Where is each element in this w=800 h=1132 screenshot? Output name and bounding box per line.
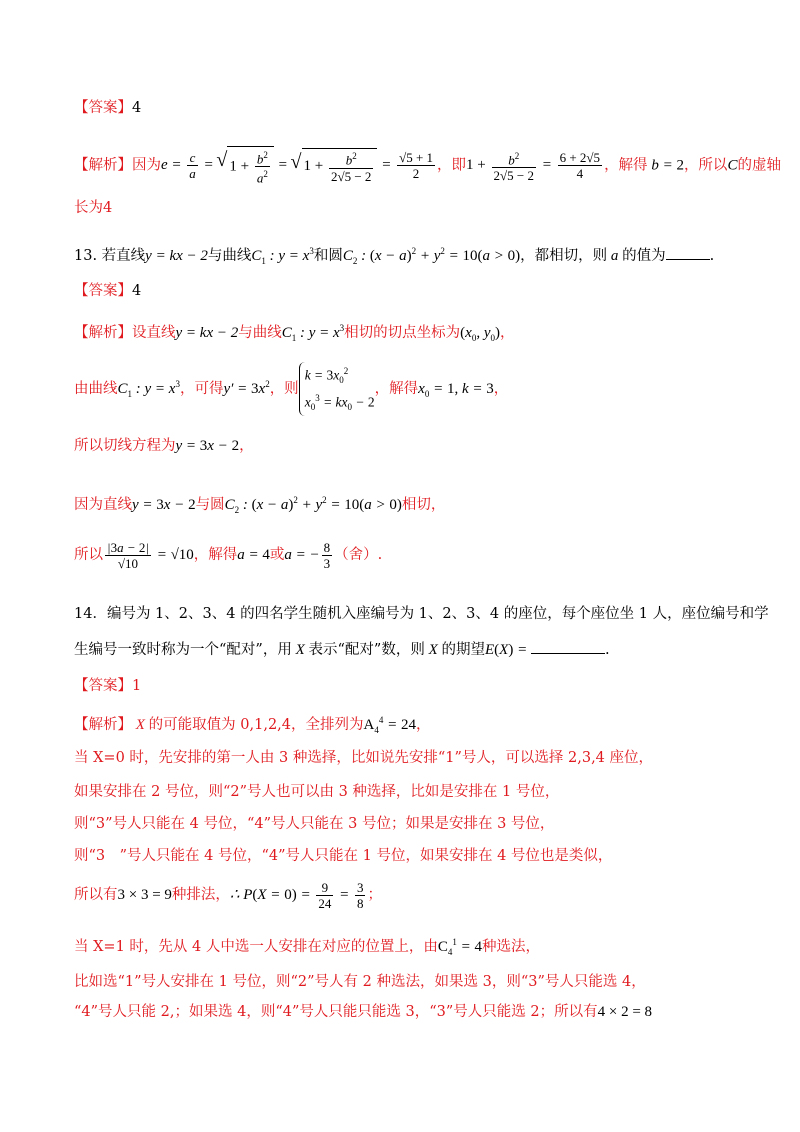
answer-value: 1	[132, 678, 142, 694]
text: 14．编号为 1、2、3、4 的四名学生随机入座编号为 1、2、3、4 的座位，每个座位坐 1 人，座位编号和学	[74, 606, 769, 622]
text: 比如选“1”号人安排在 1 号位，则“2”号人有 2 种选法，如果选 3，则“3”号人只能选 4，	[74, 974, 646, 990]
text: 若直线	[101, 248, 146, 264]
text: 种排法，	[171, 887, 230, 903]
text: 与曲线	[238, 325, 282, 341]
solution-14-line-1: 【解析】 X 的可能取值为 0,1,2,4，全排列为$A_4^4 = 24$，	[74, 715, 431, 735]
text: 种选法，	[482, 939, 540, 955]
text: 如果安排在 2 号位，则“2”号人也可以由 3 种选择，比如是安排在 1 号位，	[74, 784, 560, 800]
solution-13-line-1: 【解析】设直线y = kx − 2与曲线$C_1$ : $y = x^3$相切的切点坐标为($x_0$, $y_0$)，	[74, 323, 515, 343]
text: ，则	[269, 381, 299, 398]
text: 相切，	[401, 497, 446, 513]
text: 的可能取值为 0,1,2,4，全排列为	[148, 717, 364, 733]
answer-tag: 【答案】	[74, 283, 132, 299]
text: 则“3 ”号人只能在 4 号位，“4”号人只能在 1 号位，如果安排在 4 号位也是类似，	[74, 848, 613, 864]
solution-14-line-6: 所以有3 × 3 = 9种排法，∴ P(X = 0) = $\frac{9}{24}$ = $\frac{3}{8}$ ；	[74, 880, 382, 912]
answer-tag: 【答案】	[74, 100, 132, 116]
text: 所以有	[74, 887, 118, 903]
text: ，	[493, 381, 509, 398]
solution-13-line-4: 因为直线y = 3x − 2与圆$C_2$ : $(x - a)^2 + y^2 = 10(a > 0)$相切，	[74, 495, 446, 515]
text: ，即	[437, 157, 467, 174]
answer-blank	[531, 653, 605, 654]
formula-equation: 1 + $\frac{b^2}{2√5 - 2}$ = $\frac{6 + 2√5}{4}$	[466, 150, 601, 183]
text: .	[604, 642, 610, 658]
text: 设直线	[132, 325, 176, 341]
solution-14-line-9: “4”号人只能 2,；如果选 4，则“4”号人只能只能选 3，“3”号人只能选 2；所以有4 × 2 = 8	[74, 1004, 653, 1020]
question-13: 13. 若直线y = kx − 2与曲线$C_1$ : $y = x^3$和圆$C_2$ : $(x - a)^2 + y^2 = 10(a > 0)$，都相切，则 a 的值为 .	[74, 246, 715, 266]
text: 与圆	[195, 497, 225, 513]
answer-value: 4	[132, 283, 142, 299]
solution-12-line-1	[74, 146, 781, 186]
formula-curve: $C_1$ : $y = x^3$	[251, 246, 314, 266]
text: 的虚轴	[737, 157, 781, 174]
solution-tag: 【解析】	[74, 157, 132, 174]
equation-system: $k = 3x_0^2$ $x_0^3 = kx_0 - 2$	[299, 362, 375, 416]
solution-13-line-5: 所以 $\frac{|3a - 2|}{√10}$ = √10，解得a = 4或a = − $\frac{8}{3}$ （舍）.	[74, 540, 383, 572]
solution-12-line-2	[74, 198, 112, 218]
formula-c: C	[727, 157, 738, 174]
text: “4”号人只能 2,；如果选 4，则“4”号人只能只能选 3，“3”号人只能选 2；所以有	[74, 1004, 598, 1020]
text: 则“3”号人只能在 4 号位，“4”号人只能在 3 号位；如果是安排在 3 号位，	[74, 816, 555, 832]
text: 因为	[132, 157, 161, 174]
solution-14-line-4	[74, 814, 554, 834]
text: 长为4	[74, 200, 113, 216]
text: ，	[239, 438, 254, 454]
text: 生编号一致时称为一个“配对”，用	[74, 642, 292, 658]
text: 与曲线	[207, 248, 252, 264]
solution-14-line-7: 当 X=1 时，先从 4 人中选一人安排在对应的位置上，由$C_4^1 = 4$种选法，	[74, 937, 540, 957]
question-number: 13.	[74, 248, 98, 264]
answer-14	[74, 676, 141, 696]
text: 由曲线	[74, 381, 118, 398]
text: 相切的切点坐标为	[344, 325, 461, 341]
text: 的期望	[441, 642, 485, 658]
text: 的值为	[622, 248, 666, 264]
formula-eccentricity: e = $\frac{c}{a}$ = √ 1 + $\frac{b^2}{a^2}$ = √ 1 + $\frac{b^2}{2√5 - 2}$ = $\frac{√5 + 1}{2}$	[161, 157, 437, 173]
text: 或	[269, 547, 285, 563]
text: 当 X=0 时，先安排的第一人由 3 种选择，比如说先安排“1”号人，可以选择 2,3,4 座位，	[74, 750, 654, 766]
text: ，	[500, 325, 515, 341]
question-14-line-1	[74, 604, 769, 624]
text: ，解得	[193, 547, 238, 563]
text: 所以	[74, 547, 103, 563]
formula-b: b = 2	[647, 157, 684, 174]
text: 所以切线方程为	[74, 438, 176, 454]
solution-14-line-3	[74, 782, 559, 802]
formula-line: y = kx − 2	[145, 248, 208, 264]
text: ，解得	[604, 157, 648, 174]
answer-12	[74, 98, 141, 118]
formula-circle: $C_2$ : $(x - a)^2 + y^2 = 10(a > 0)$	[342, 246, 521, 266]
text: ，	[415, 717, 431, 733]
answer-blank	[666, 259, 710, 260]
answer-13	[74, 281, 141, 301]
question-14-line-2: 生编号一致时称为一个“配对”，用 X 表示“配对”数，则 X 的期望E(X) = .	[74, 642, 610, 658]
text: ，都相切，则	[520, 248, 608, 264]
solution-14-line-5	[74, 846, 612, 866]
solution-13-line-2: 由曲线$C_1$ : $y = x^3$，可得$y' = 3x^2$，则 $k = 3x_0^2$ $x_0^3 = kx_0 - 2$ ，解得$x_0 = 1$, k = 3，	[74, 362, 508, 416]
text: .	[709, 248, 715, 264]
text: ，可得	[179, 381, 224, 398]
text: 因为直线	[74, 497, 132, 513]
text: ，解得	[374, 381, 419, 398]
text: （舍）.	[334, 547, 383, 563]
answer-value: 4	[132, 100, 142, 116]
text: 表示“配对”数，则	[308, 642, 425, 658]
text: ，所以	[683, 157, 728, 174]
text: 当 X=1 时，先从 4 人中选一人安排在对应的位置上，由	[74, 939, 438, 955]
text: ；	[367, 887, 382, 903]
solution-tag: 【解析】	[74, 717, 132, 733]
answer-tag: 【答案】	[74, 678, 132, 694]
text: 和圆	[313, 248, 343, 264]
solution-14-line-2	[74, 748, 653, 768]
solution-13-line-3: 所以切线方程为y = 3x − 2，	[74, 438, 254, 454]
solution-tag: 【解析】	[74, 325, 132, 341]
solution-14-line-8	[74, 972, 646, 992]
